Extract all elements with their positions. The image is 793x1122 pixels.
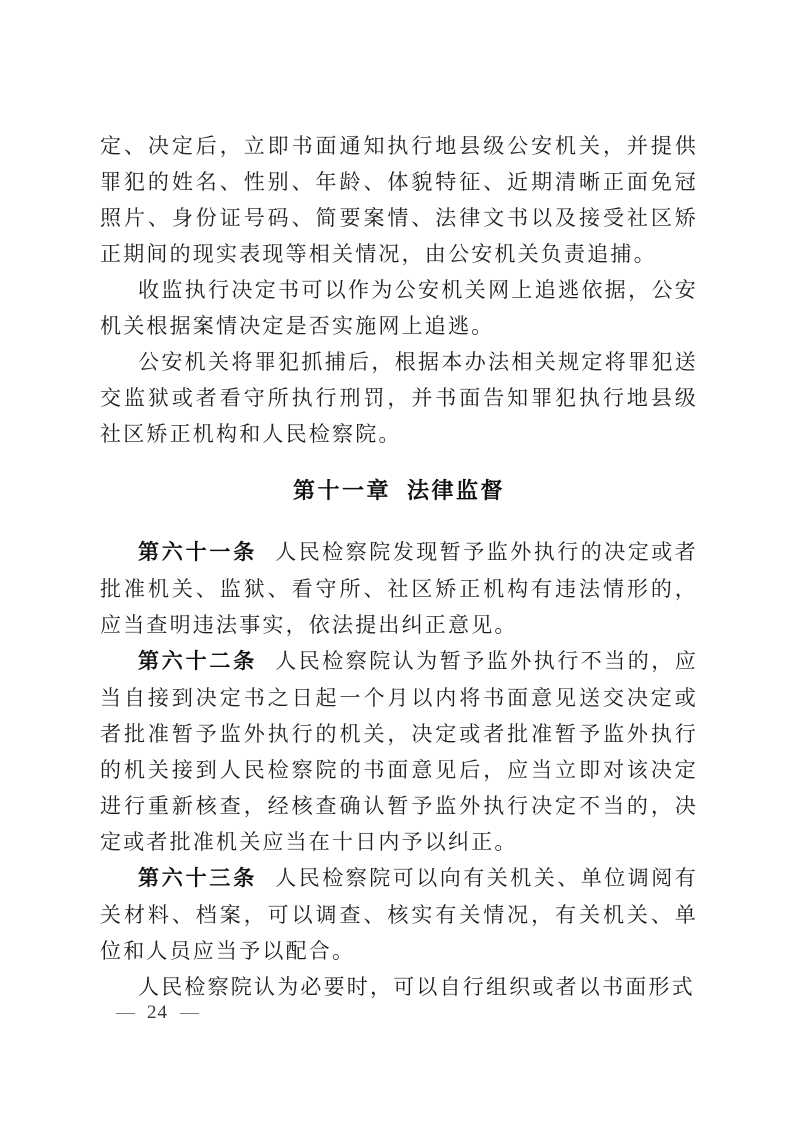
article-61-text: 人民检察院发现暂予监外执行的决定或者批准机关、监狱、看守所、社区矫正机构有违法情形的，应当查明违法事实，依法提出纠正意见。 [100, 540, 698, 637]
footer-dash-left: — [116, 1002, 135, 1023]
chapter-number: 第十一章 [292, 478, 391, 503]
page-footer [116, 1001, 199, 1025]
paragraph-closing: 人民检察院认为必要时，可以自行组织或者以书面形式 [138, 975, 695, 999]
article-62-label: 第六十二条 [138, 650, 257, 673]
chapter-title: 法律监督 [407, 478, 506, 503]
paragraph-article-61 [100, 534, 698, 643]
paragraph-online-pursuit: 收监执行决定书可以作为公安机关网上追逃依据，公安机关根据案情决定是否实施网上追逃。 [100, 278, 698, 338]
article-62-text: 人民检察院认为暂予监外执行不当的，应当自接到决定书之日起一个月以内将书面意见送交决定或者批准暂予监外执行的机关，决定或者批准暂予监外执行的机关接到人民检察院的书面意见后，应当立即对该决定进行重新核查，经核查确认暂予监外执行决定不当的，决定或者批准机关应当在十日内予以纠正。 [100, 649, 698, 854]
article-63-text: 人民检察院可以向有关机关、单位调阅有关材料、档案，可以调查、核实有关情况，有关机关、单位和人员应当予以配合。 [100, 866, 698, 963]
chapter-heading [100, 473, 698, 509]
paragraph-article-63 [100, 860, 698, 969]
paragraph-article-62 [100, 643, 698, 860]
article-61-label: 第六十一条 [138, 541, 257, 564]
article-63-label: 第六十三条 [138, 867, 257, 890]
page-content [100, 128, 698, 1005]
paragraph-arrest-transfer: 公安机关将罪犯抓捕后，根据本办法相关规定将罪犯送交监狱或者看守所执行刑罚，并书面告知罪犯执行地县级社区矫正机构和人民检察院。 [100, 350, 698, 446]
paragraph-continuation: 定、决定后，立即书面通知执行地县级公安机关，并提供罪犯的姓名、性别、年龄、体貌特征、近期清晰正面免冠照片、身份证号码、简要案情、法律文书以及接受社区矫正期间的现实表现等相关情况，由公安机关负责追捕。 [100, 134, 698, 266]
page-number: 24 [147, 1002, 168, 1023]
footer-dash-right: — [180, 1002, 199, 1023]
